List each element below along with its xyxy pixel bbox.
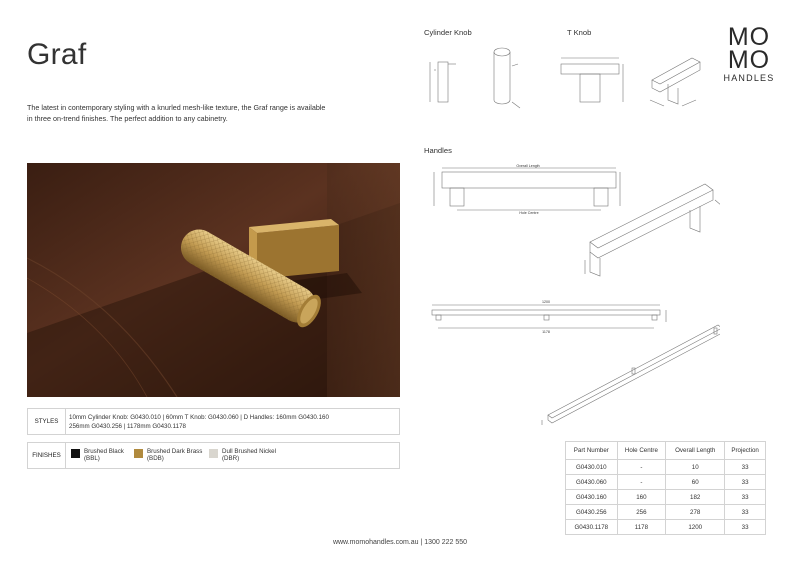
technical-drawings bbox=[420, 40, 720, 425]
finish-label-black bbox=[84, 448, 124, 463]
table-cell: 33 bbox=[725, 505, 766, 520]
brand-logo bbox=[723, 23, 775, 83]
cylinder-knob-label: Cylinder Knob bbox=[424, 28, 472, 37]
table-row bbox=[566, 460, 766, 475]
t-knob-front-drawing bbox=[561, 58, 623, 102]
table-cell: G0430.160 bbox=[566, 490, 618, 505]
d-handle-iso-drawing bbox=[585, 184, 720, 276]
finish-swatch-nickel bbox=[209, 449, 218, 458]
intro-text: The latest in contemporary styling with a knurled mesh-like texture, the Graf range is available in three on-trend finishes. The perfect addition to any cabinetry. bbox=[27, 103, 326, 123]
table-cell: 160 bbox=[617, 490, 666, 505]
t-knob-label: T Knob bbox=[567, 28, 592, 37]
handles-label: Handles bbox=[424, 146, 452, 155]
table-cell: 256 bbox=[617, 505, 666, 520]
table-row bbox=[566, 520, 766, 535]
finish-name: Dull Brushed Nickel bbox=[222, 448, 276, 455]
hole-centre-label: Hole Centre bbox=[519, 211, 539, 215]
table-cell: G0430.060 bbox=[566, 475, 618, 490]
spec-table-header bbox=[566, 442, 766, 460]
finish-label-nickel bbox=[222, 448, 276, 463]
table-cell: 182 bbox=[666, 490, 725, 505]
logo-line-1: MO bbox=[727, 23, 771, 51]
cylinder-knob-front-drawing bbox=[430, 62, 456, 102]
dim-1200-label: 1200 bbox=[542, 300, 550, 304]
overall-length-label: Overall Length bbox=[516, 164, 540, 168]
cylinder-knob-iso-drawing bbox=[494, 48, 520, 108]
table-cell: 33 bbox=[725, 490, 766, 505]
th-hole-centre: Hole Centre bbox=[617, 442, 666, 460]
logo-line-2: MO bbox=[727, 46, 771, 74]
styles-line-2: 256mm G0430.256 | 1178mm G0430.1178 bbox=[69, 422, 186, 430]
t-knob-iso-drawing bbox=[650, 58, 700, 106]
finishes-label: FINISHES bbox=[28, 443, 66, 468]
finish-swatch-brass bbox=[134, 449, 143, 458]
table-cell: G0430.010 bbox=[566, 460, 618, 475]
table-row bbox=[566, 475, 766, 490]
th-projection: Projection bbox=[725, 442, 766, 460]
finishes-box bbox=[27, 442, 400, 469]
table-cell: G0430.1178 bbox=[566, 520, 618, 535]
th-part-number: Part Number bbox=[566, 442, 618, 460]
table-cell: 1200 bbox=[666, 520, 725, 535]
table-cell: 278 bbox=[666, 505, 725, 520]
page-title: Graf bbox=[27, 38, 87, 71]
styles-text bbox=[69, 414, 359, 431]
finish-name: Brushed Dark Brass bbox=[147, 448, 203, 455]
th-overall-length: Overall Length bbox=[666, 442, 725, 460]
spec-table bbox=[565, 441, 766, 535]
finish-code: (DBR) bbox=[222, 455, 240, 463]
d-handle-front-drawing bbox=[434, 168, 620, 210]
long-handle-front-drawing bbox=[432, 305, 666, 328]
finish-label-brass bbox=[147, 448, 202, 463]
long-handle-iso-drawing bbox=[542, 325, 720, 425]
dim-1178-label: 1178 bbox=[542, 330, 550, 334]
finish-code: (BDB) bbox=[147, 455, 164, 463]
table-cell: 33 bbox=[725, 460, 766, 475]
styles-label: STYLES bbox=[28, 409, 66, 434]
table-cell: 1178 bbox=[617, 520, 666, 535]
table-row bbox=[566, 490, 766, 505]
table-cell: - bbox=[617, 475, 666, 490]
table-cell: 33 bbox=[725, 475, 766, 490]
styles-box bbox=[27, 408, 400, 435]
styles-line-1: 10mm Cylinder Knob: G0430.010 | 60mm T Knob: G0430.060 | D Handles: 160mm G0430.160 bbox=[69, 414, 329, 421]
finish-code: (BBL) bbox=[84, 455, 100, 463]
finish-swatch-black bbox=[71, 449, 80, 458]
logo-line-3: HANDLES bbox=[723, 73, 775, 83]
table-cell: G0430.256 bbox=[566, 505, 618, 520]
table-cell: 10 bbox=[666, 460, 725, 475]
footer-contact[interactable]: www.momohandles.com.au | 1300 222 550 bbox=[332, 539, 468, 546]
finish-name: Brushed Black bbox=[84, 448, 124, 455]
table-cell: 33 bbox=[725, 520, 766, 535]
table-cell: 60 bbox=[666, 475, 725, 490]
table-row bbox=[566, 505, 766, 520]
table-cell: - bbox=[617, 460, 666, 475]
product-photo bbox=[27, 163, 400, 397]
